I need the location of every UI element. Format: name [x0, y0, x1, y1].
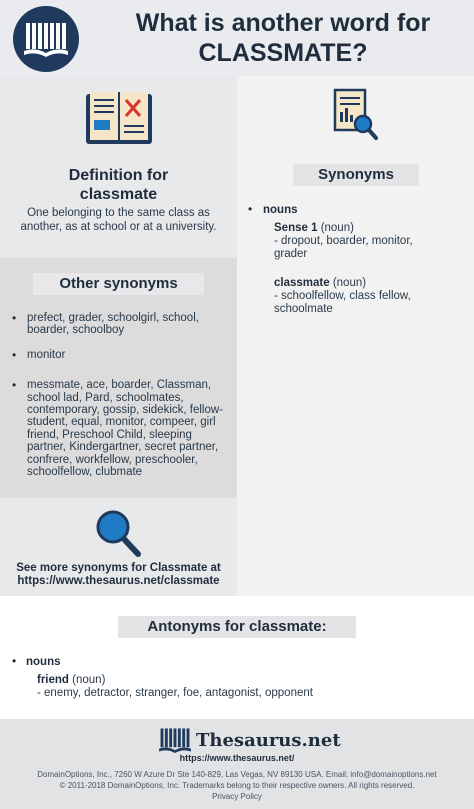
sense-words[interactable]: - dropout, boarder, monitor, grader	[274, 235, 413, 260]
document-search-icon	[333, 88, 379, 144]
part-of-speech: nouns	[263, 204, 298, 216]
book-stack-icon	[158, 727, 192, 753]
bullet-icon: •	[12, 654, 17, 668]
list-item: • prefect, grader, schoolgirl, school, boarder, schoolboy	[12, 311, 199, 337]
footer-address: DomainOptions, Inc., 7260 W Azure Dr Ste 140-829, Las Vegas, NV 89130 USA. Email: info@domainoptions.net	[37, 770, 437, 779]
footer-brand: Thesaurus.net	[196, 729, 341, 751]
footer-url-link[interactable]: https://www.thesaurus.net/	[179, 753, 295, 763]
site-logo[interactable]	[13, 6, 79, 72]
open-book-icon	[84, 88, 154, 148]
page-title: What is another word for CLASSMATE?	[135, 9, 431, 67]
sense-pos: (noun)	[320, 222, 354, 234]
header	[0, 0, 474, 76]
footer	[0, 719, 474, 809]
sense-heading: Sense 1	[274, 222, 318, 234]
sense-words[interactable]: - schoolfellow, class fellow, schoolmate	[274, 290, 411, 315]
synonym-sense-2	[274, 277, 434, 316]
list-item: • monitor	[12, 347, 66, 362]
footer-legal	[0, 769, 474, 802]
sense-heading: classmate	[274, 277, 330, 289]
other-synonyms-label: Other synonyms	[33, 273, 204, 295]
sense-pos: (noun)	[72, 674, 106, 686]
privacy-policy-link[interactable]: Privacy Policy	[212, 792, 262, 801]
book-stack-icon	[23, 21, 69, 57]
bullet-icon: •	[248, 202, 253, 216]
footer-logo[interactable]	[158, 727, 341, 753]
definition-text: One belonging to the same class as another, as at school or at a university.	[20, 207, 217, 233]
see-more-link[interactable]: See more synonyms for Classmate at https://www.thesaurus.net/classmate	[16, 562, 221, 587]
bullet-icon: •	[12, 378, 17, 393]
synonyms-section	[237, 76, 474, 596]
list-item: • messmate, ace, boarder, Classman, school lad, Pard, schoolmates, contemporary, gossip, sidekick, fellow-student, equal, monitor, compeer, girl friend, Preschool Child, sleeping partner, Kindergartner, secret partner, confrere, workfellow, preschooler, schoolfellow, clubmate	[12, 378, 223, 479]
definition-title: Definition for classmate	[68, 167, 169, 203]
definition-section	[0, 76, 237, 258]
magnifier-icon	[96, 510, 142, 558]
bullet-icon: •	[12, 311, 17, 325]
other-synonyms-list	[12, 312, 227, 478]
sense-words[interactable]: - enemy, detractor, stranger, foe, antagonist, opponent	[37, 687, 313, 699]
synonym-sense-1	[274, 222, 434, 261]
sense-heading: friend	[37, 674, 69, 686]
other-synonyms-section	[0, 258, 237, 498]
antonyms-label: Antonyms for classmate:	[118, 616, 356, 638]
footer-copyright: © 2011-2018 DomainOptions, Inc. Trademarks belong to their respective owners. All rights reserved.	[59, 781, 415, 790]
bullet-icon: •	[12, 347, 17, 362]
sense-pos: (noun)	[332, 277, 367, 289]
antonym-sense	[37, 674, 457, 700]
see-more-section	[0, 498, 237, 596]
synonyms-label: Synonyms	[293, 164, 419, 186]
antonyms-part-of-speech: nouns	[26, 656, 61, 668]
